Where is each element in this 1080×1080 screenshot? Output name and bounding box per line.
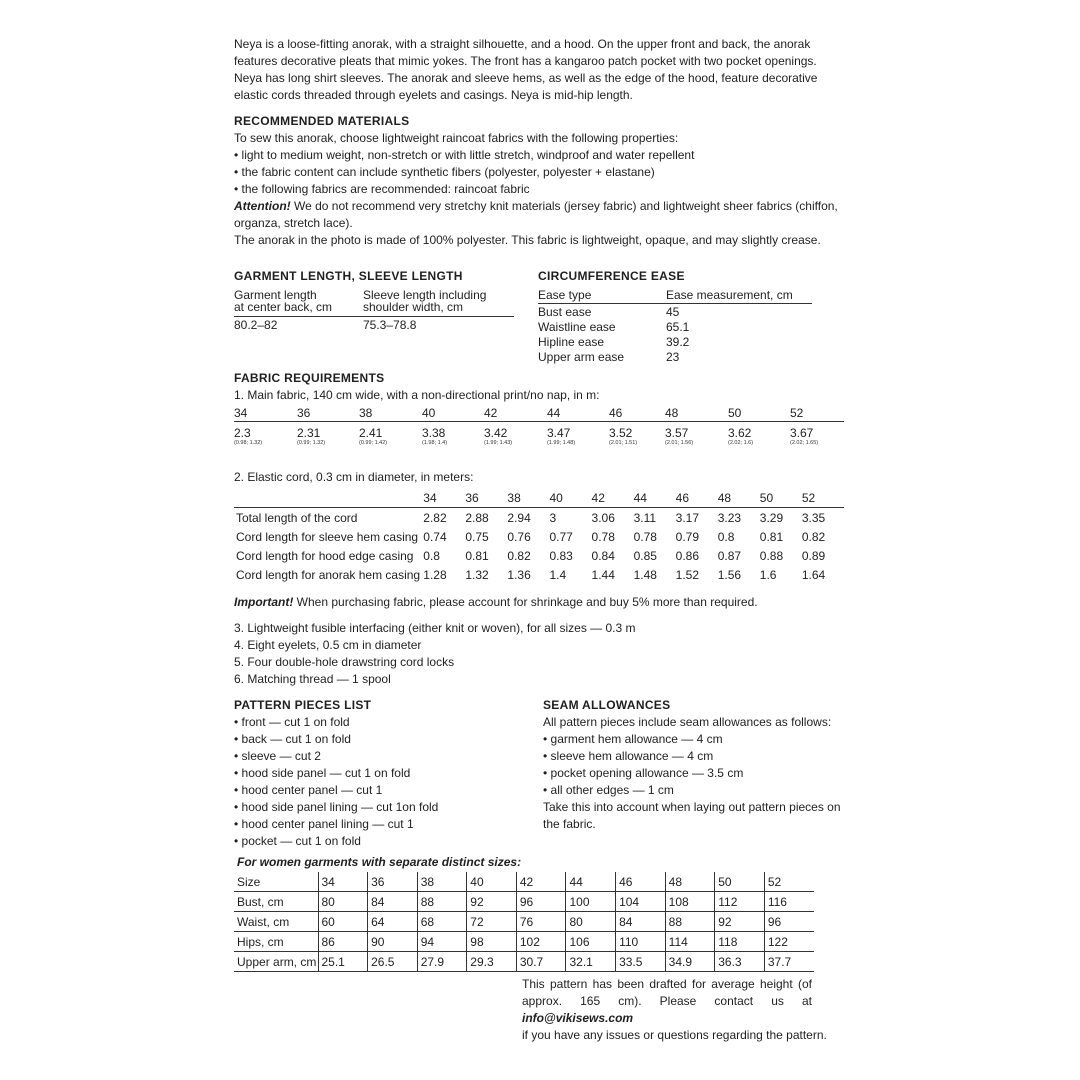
cord-value: 1.64 bbox=[801, 567, 826, 582]
cord-value: 2.94 bbox=[507, 510, 531, 525]
cord-size: 44 bbox=[633, 490, 647, 505]
ease-type: Bust ease bbox=[538, 305, 592, 319]
fabric-amount: 3.38 bbox=[422, 426, 446, 440]
cord-row bbox=[234, 565, 844, 584]
supplies-list bbox=[234, 620, 636, 688]
cord-value: 3.11 bbox=[633, 510, 657, 525]
size-chart-cell: 34.9 bbox=[665, 952, 715, 972]
fabric-amount: 3.42 bbox=[484, 426, 508, 440]
size-chart-cell: 90 bbox=[368, 932, 418, 952]
fabric-size: 44 bbox=[547, 406, 561, 420]
size-chart-cell: 36.3 bbox=[715, 952, 765, 972]
attention-note bbox=[234, 198, 846, 232]
piece-item: • hood center panel lining — cut 1 bbox=[234, 817, 414, 831]
fabric-amount: 3.52 bbox=[609, 426, 633, 440]
size-chart-cell: 30.7 bbox=[516, 952, 566, 972]
seams-note: Take this into account when laying out pattern pieces on bbox=[543, 800, 841, 814]
size-chart-cell: 108 bbox=[665, 892, 715, 912]
main-fabric-divider bbox=[234, 421, 844, 422]
footer-line2 bbox=[522, 993, 812, 1027]
seam-item: • all other edges — 1 cm bbox=[543, 783, 674, 797]
cord-value: 0.82 bbox=[801, 529, 826, 544]
size-chart-cell: 106 bbox=[566, 932, 616, 952]
fabric-breakdown: (0.98; 1.32) bbox=[234, 440, 263, 446]
main-fabric-table bbox=[234, 404, 844, 452]
size-chart-cell: 118 bbox=[715, 932, 765, 952]
fabric-size: 38 bbox=[359, 406, 373, 420]
cord-row bbox=[234, 508, 844, 528]
cord-size: 50 bbox=[759, 490, 774, 505]
footer-line1: This pattern has been drafted for average height (of bbox=[522, 977, 812, 991]
ease-type: Waistline ease bbox=[538, 320, 616, 334]
fabric-amount: 2.41 bbox=[359, 426, 383, 440]
cord-value: 3.29 bbox=[759, 510, 784, 525]
size-chart-row bbox=[234, 892, 814, 912]
main-fabric-label: 1. Main fabric, 140 cm wide, with a non-directional print/no nap, in m: bbox=[234, 388, 600, 402]
fabric-size: 50 bbox=[728, 406, 742, 420]
garment-length-value: 80.2–82 bbox=[234, 318, 278, 332]
cord-value: 1.6 bbox=[759, 567, 777, 582]
size-chart-cell: 88 bbox=[417, 892, 467, 912]
piece-item: • sleeve — cut 2 bbox=[234, 749, 321, 763]
cord-row bbox=[234, 527, 844, 546]
fabric-breakdown: (2.02; 1.65) bbox=[790, 440, 819, 446]
cord-value: 0.77 bbox=[549, 529, 573, 544]
size-chart-cell: 33.5 bbox=[616, 952, 666, 972]
piece-item: • hood side panel — cut 1 on fold bbox=[234, 766, 411, 780]
fabric-breakdown: (1.99; 1.43) bbox=[484, 440, 513, 446]
cord-value: 1.44 bbox=[591, 567, 615, 582]
cord-value: 3.06 bbox=[591, 510, 615, 525]
fabric-breakdown: (2.01; 1.51) bbox=[609, 440, 638, 446]
size-chart-cell: 110 bbox=[616, 932, 666, 952]
cord-value: 0.89 bbox=[801, 548, 826, 563]
size-chart-cell: 102 bbox=[516, 932, 566, 952]
seam-item: • pocket opening allowance — 3.5 cm bbox=[543, 766, 744, 780]
cord-size: 36 bbox=[465, 490, 479, 505]
materials-section bbox=[234, 130, 846, 249]
cord-header-row bbox=[234, 488, 844, 508]
size-chart-cell: 92 bbox=[467, 892, 517, 912]
size-chart-cell: 86 bbox=[318, 932, 368, 952]
cord-value: 3.17 bbox=[675, 510, 700, 525]
cord-size: 34 bbox=[423, 490, 437, 505]
ease-row bbox=[538, 319, 812, 334]
materials-bullet: • the following fabrics are recommended: raincoat fabric bbox=[234, 182, 530, 196]
cord-size: 52 bbox=[801, 490, 816, 505]
size-chart-cell: 68 bbox=[417, 912, 467, 932]
seam-item: • sleeve hem allowance — 4 cm bbox=[543, 749, 714, 763]
fabric-size: 36 bbox=[297, 406, 311, 420]
seams-heading: SEAM ALLOWANCES bbox=[543, 698, 671, 712]
size-chart-title: For women garments with separate distinct sizes: bbox=[237, 855, 522, 869]
size-chart-cell: 80 bbox=[318, 892, 368, 912]
size-chart-cell: 114 bbox=[665, 932, 715, 952]
cord-value: 0.85 bbox=[633, 548, 657, 563]
size-chart-cell: 60 bbox=[318, 912, 368, 932]
cord-value: 2.88 bbox=[465, 510, 489, 525]
ease-value: 39.2 bbox=[666, 335, 690, 349]
cord-value: 1.36 bbox=[507, 567, 531, 582]
fabric-amount: 2.3 bbox=[234, 426, 251, 440]
seam-item: • garment hem allowance — 4 cm bbox=[543, 732, 723, 746]
cord-value: 0.87 bbox=[717, 548, 742, 563]
size-chart-row bbox=[234, 932, 814, 952]
fabric-size: 48 bbox=[665, 406, 679, 420]
size-chart-cell: 100 bbox=[566, 892, 616, 912]
size-chart-table bbox=[234, 872, 814, 972]
piece-item: • pocket — cut 1 on fold bbox=[234, 834, 361, 848]
size-chart-cell: Hips, cm bbox=[234, 932, 318, 952]
fabric-amount: 3.47 bbox=[547, 426, 571, 440]
seams-list bbox=[543, 714, 841, 833]
ease-row bbox=[538, 349, 812, 364]
size-chart-cell: 96 bbox=[516, 892, 566, 912]
cord-value: 0.86 bbox=[675, 548, 700, 563]
footer-line3: if you have any issues or questions regarding the pattern. bbox=[522, 1028, 827, 1042]
fabric-size: 34 bbox=[234, 406, 248, 420]
fabric-breakdown: (1.98; 1.4) bbox=[422, 440, 448, 446]
length-col1-line2: at center back, cm bbox=[234, 300, 333, 314]
cord-header-blank bbox=[234, 488, 423, 508]
size-chart-cell: 72 bbox=[467, 912, 517, 932]
cord-row-name: Cord length for hood edge casing bbox=[236, 548, 414, 563]
size-chart-cell: 26.5 bbox=[368, 952, 418, 972]
cord-value: 0.75 bbox=[465, 529, 489, 544]
fabric-breakdown: (2.02; 1.6) bbox=[728, 440, 754, 446]
cord-row-name: Cord length for anorak hem casing bbox=[236, 567, 421, 582]
ease-value-header: Ease measurement, cm bbox=[666, 288, 793, 302]
supply-item: 5. Four double-hole drawstring cord locks bbox=[234, 655, 455, 669]
important-label: Important! bbox=[234, 595, 294, 609]
size-chart-cell: 116 bbox=[764, 892, 814, 912]
cord-row bbox=[234, 546, 844, 565]
intro-paragraph: Neya is a loose-fitting anorak, with a straight silhouette, and a hood. On the upper front and back, the anorak features decorative pleats that mimic yokes. The front has a kangaroo patch pocket with two pocket openings. Neya has long shirt sleeves. The anorak and sleeve hems, as well as the edge of the hood, feature decorative elastic cords threaded through eyelets and casings. Neya is mid-hip length. bbox=[234, 37, 818, 102]
fabric-breakdown: (1.99; 1.48) bbox=[547, 440, 576, 446]
cord-value: 0.78 bbox=[633, 529, 657, 544]
photo-note: The anorak in the photo is made of 100% polyester. This fabric is lightweight, opaque, and may slightly crease. bbox=[234, 233, 821, 247]
length-col2-header bbox=[363, 289, 486, 313]
footer-text: approx. 165 cm). Please contact us at bbox=[522, 994, 812, 1008]
cord-value: 0.74 bbox=[423, 529, 447, 544]
cord-value: 0.79 bbox=[675, 529, 700, 544]
materials-bullet: • light to medium weight, non-stretch or with little stretch, windproof and water repellent bbox=[234, 148, 695, 162]
cord-value: 0.8 bbox=[717, 529, 735, 544]
cord-value: 0.83 bbox=[549, 548, 573, 563]
cord-value: 2.82 bbox=[423, 510, 447, 525]
ease-type-header: Ease type bbox=[538, 288, 592, 302]
cord-value: 1.32 bbox=[465, 567, 489, 582]
important-note bbox=[234, 594, 758, 611]
ease-row bbox=[538, 334, 812, 349]
size-chart-cell: 42 bbox=[516, 872, 566, 892]
size-chart-cell: 37.7 bbox=[764, 952, 814, 972]
fabric-amount: 3.67 bbox=[790, 426, 814, 440]
length-col2-line1: Sleeve length including bbox=[363, 288, 487, 302]
size-chart-cell: 80 bbox=[566, 912, 616, 932]
ease-heading: CIRCUMFERENCE EASE bbox=[538, 269, 685, 283]
piece-item: • hood side panel lining — cut 1on fold bbox=[234, 800, 439, 814]
size-chart-cell: 112 bbox=[715, 892, 765, 912]
ease-table bbox=[538, 287, 812, 364]
cord-value: 0.84 bbox=[591, 548, 615, 563]
size-chart-cell: 50 bbox=[715, 872, 765, 892]
size-chart-row bbox=[234, 912, 814, 932]
cord-value: 1.48 bbox=[633, 567, 657, 582]
size-chart-cell: 38 bbox=[417, 872, 467, 892]
size-chart-cell: 44 bbox=[566, 872, 616, 892]
size-chart-row bbox=[234, 952, 814, 972]
supply-item: 3. Lightweight fusible interfacing (either knit or woven), for all sizes — 0.3 m bbox=[234, 621, 636, 635]
cord-table bbox=[234, 488, 844, 584]
pieces-heading: PATTERN PIECES LIST bbox=[234, 698, 372, 712]
seams-lead: All pattern pieces include seam allowances as follows: bbox=[543, 715, 832, 729]
seams-note: the fabric. bbox=[543, 817, 596, 831]
cord-label: 2. Elastic cord, 0.3 cm in diameter, in meters: bbox=[234, 470, 474, 484]
ease-value: 45 bbox=[666, 305, 680, 319]
fabric-size: 40 bbox=[422, 406, 436, 420]
cord-size: 38 bbox=[507, 490, 521, 505]
cord-size: 42 bbox=[591, 490, 605, 505]
attention-text: We do not recommend very stretchy knit materials (jersey fabric) and lightweight sheer fabrics (chiffon, organza, stretch lace). bbox=[234, 199, 838, 230]
materials-lead: To sew this anorak, choose lightweight raincoat fabrics with the following properties: bbox=[234, 131, 679, 145]
cord-value: 3.23 bbox=[717, 510, 742, 525]
size-chart-cell: Bust, cm bbox=[234, 892, 318, 912]
materials-bullet: • the fabric content can include synthetic fibers (polyester, polyester + elastane) bbox=[234, 165, 655, 179]
fabric-breakdown: (0.99; 1.32) bbox=[297, 440, 326, 446]
cord-value: 0.76 bbox=[507, 529, 531, 544]
important-text: When purchasing fabric, please account for shrinkage and buy 5% more than required. bbox=[293, 595, 758, 609]
ease-row bbox=[538, 304, 812, 319]
ease-type: Hipline ease bbox=[538, 335, 605, 349]
size-chart-cell: 76 bbox=[516, 912, 566, 932]
cord-row-name: Total length of the cord bbox=[236, 510, 358, 525]
attention-label: Attention! bbox=[234, 199, 291, 213]
supply-item: 4. Eight eyelets, 0.5 cm in diameter bbox=[234, 638, 422, 652]
size-chart-cell: 104 bbox=[616, 892, 666, 912]
size-chart-cell: 122 bbox=[764, 932, 814, 952]
size-chart-cell: 25.1 bbox=[318, 952, 368, 972]
ease-header-row bbox=[538, 287, 812, 304]
size-chart-cell: 92 bbox=[715, 912, 765, 932]
length-col2-line2: shoulder width, cm bbox=[363, 300, 464, 314]
cord-value: 3.35 bbox=[801, 510, 826, 525]
materials-heading: RECOMMENDED MATERIALS bbox=[234, 114, 410, 128]
cord-value: 0.81 bbox=[465, 548, 489, 563]
size-chart-cell: 84 bbox=[616, 912, 666, 932]
piece-item: • hood center panel — cut 1 bbox=[234, 783, 383, 797]
size-chart-cell: Upper arm, cm bbox=[234, 952, 318, 972]
ease-value: 23 bbox=[666, 350, 680, 364]
fabric-size: 46 bbox=[609, 406, 623, 420]
size-chart-cell: 36 bbox=[368, 872, 418, 892]
size-chart-cell: 46 bbox=[616, 872, 666, 892]
cord-value: 3 bbox=[549, 510, 557, 525]
cord-value: 0.88 bbox=[759, 548, 784, 563]
size-chart-cell: Waist, cm bbox=[234, 912, 318, 932]
length-col1-line1: Garment length bbox=[234, 288, 317, 302]
contact-email-link[interactable]: info@vikisews.com bbox=[522, 1011, 634, 1025]
supply-item: 6. Matching thread — 1 spool bbox=[234, 672, 391, 686]
size-chart-cell: 29.3 bbox=[467, 952, 517, 972]
size-chart-cell: 98 bbox=[467, 932, 517, 952]
fabric-amount: 2.31 bbox=[297, 426, 321, 440]
size-chart-cell: Size bbox=[234, 872, 318, 892]
size-chart-cell: 32.1 bbox=[566, 952, 616, 972]
fabric-heading: FABRIC REQUIREMENTS bbox=[234, 371, 385, 385]
piece-item: • back — cut 1 on fold bbox=[234, 732, 351, 746]
cord-size: 46 bbox=[675, 490, 690, 505]
sleeve-length-value: 75.3–78.8 bbox=[363, 318, 417, 332]
ease-value: 65.1 bbox=[666, 320, 690, 334]
size-chart-cell: 96 bbox=[764, 912, 814, 932]
cord-size: 40 bbox=[549, 490, 563, 505]
ease-type: Upper arm ease bbox=[538, 350, 625, 364]
size-chart-cell: 94 bbox=[417, 932, 467, 952]
length-col1-header bbox=[234, 289, 332, 313]
cord-size: 48 bbox=[717, 490, 732, 505]
size-chart-cell: 27.9 bbox=[417, 952, 467, 972]
footer-note bbox=[522, 976, 827, 1044]
fabric-breakdown: (0.99; 1.42) bbox=[359, 440, 388, 446]
size-chart-cell: 34 bbox=[318, 872, 368, 892]
fabric-amount: 3.62 bbox=[728, 426, 752, 440]
size-chart-cell: 40 bbox=[467, 872, 517, 892]
cord-value: 0.81 bbox=[759, 529, 784, 544]
size-chart-header-row bbox=[234, 872, 814, 892]
fabric-breakdown: (2.01; 1.56) bbox=[665, 440, 694, 446]
size-chart-cell: 84 bbox=[368, 892, 418, 912]
fabric-size: 42 bbox=[484, 406, 498, 420]
fabric-size: 52 bbox=[790, 406, 804, 420]
cord-value: 1.52 bbox=[675, 567, 700, 582]
size-chart-cell: 64 bbox=[368, 912, 418, 932]
fabric-amount: 3.57 bbox=[665, 426, 689, 440]
cord-value: 1.56 bbox=[717, 567, 742, 582]
pieces-list bbox=[234, 714, 438, 850]
cord-value: 0.8 bbox=[423, 548, 440, 563]
cord-value: 0.78 bbox=[591, 529, 615, 544]
length-heading: GARMENT LENGTH, SLEEVE LENGTH bbox=[234, 269, 463, 283]
cord-value: 1.28 bbox=[423, 567, 447, 582]
size-chart-cell: 52 bbox=[764, 872, 814, 892]
piece-item: • front — cut 1 on fold bbox=[234, 715, 350, 729]
cord-value: 1.4 bbox=[549, 567, 567, 582]
cord-row-name: Cord length for sleeve hem casing bbox=[236, 529, 419, 544]
size-chart-cell: 48 bbox=[665, 872, 715, 892]
cord-value: 0.82 bbox=[507, 548, 531, 563]
size-chart-cell: 88 bbox=[665, 912, 715, 932]
